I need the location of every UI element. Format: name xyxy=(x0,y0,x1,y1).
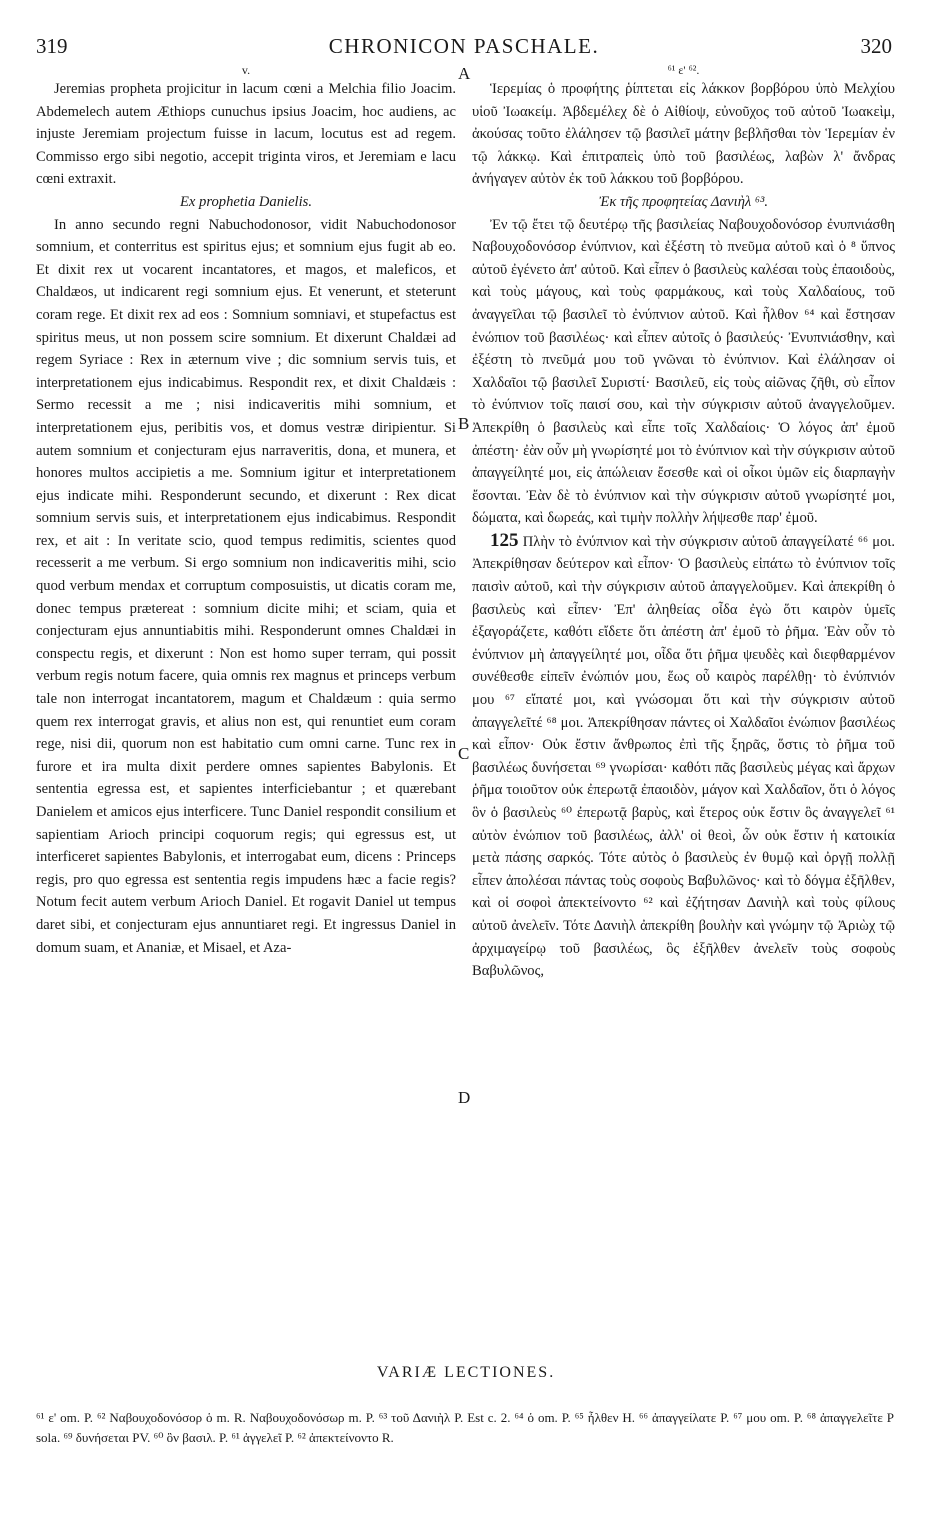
variae-lectiones-title: VARIÆ LECTIONES. xyxy=(376,1364,556,1381)
greek-intro-paragraph: Ἱερεμίας ὁ προφήτης ῥίπτεται εἰς λάκκον βορβόρου ὑπὸ Μελχίου υἱοῦ Ἰωακείμ. Ἀβδεμέλεχ δὲ ὁ Αἰθίοψ, εὐνοῦχος τοῦ αὐτοῦ Ἰωακεὶμ, ἀκούσας τοῦτο ἐλάλησεν τῷ βασιλεῖ μάτην βεβλῆσθαι τὸν Ἱερεμίαν ἐν τῷ λάκκῳ. Καὶ ἐπιτραπεὶς ὑπὸ τοῦ βασιλέως, λαβὼν λ' ἄνδρας ἀνήγαγεν αὐτὸν ἐκ τοῦ λάκκου τοῦ βορβόρου. xyxy=(472,81,895,188)
greek-heading: Ἐκ τῆς προφητείας Δανιὴλ ⁶³. xyxy=(598,193,768,210)
greek-column xyxy=(472,62,895,983)
section-number-greek: ⁶¹ ε' ⁶². xyxy=(667,63,700,77)
margin-marker-b: B xyxy=(458,414,470,433)
page-number-right: 320 xyxy=(860,34,892,58)
latin-intro-paragraph: Jeremias propheta projicitur in lacum cœni a Melchia filio Joacim. Abdemelech autem Æthiops cunuchus ipsius Joacim, hoc audiens, ac injuste Jeremiam projectum fuisse in lacum, locutus est ad regem. Commisso ergo sibi negotio, accepit triginta viros, et Jeremiam e lacu cœni extraxit. xyxy=(36,81,456,188)
latin-main-paragraph: In anno secundo regni Nabuchodonosor, vidit Nabuchodonosor somnium, et conterritus est spiritus ejus; et somnium ejus fugit ab eo. Et dixit rex ut vocarent incantatores, et magos, et maleficos, et Chaldæos, ut indicarent regi somnium ejus. Et venerunt, et steterunt coram rege. Et dixit rex ad eos : Somnium somniavi, et stupefactus est spiritus meus, ut non possem scire somnium. Et dixerunt Chaldæi ad regem Syriace : Rex in æternum vive ; dic somnium servis tuis, et interpretationem ejus indicabimus. Respondit rex, et dixit Chaldæis : Sermo recessit a me ; nisi indicaveritis mihi somnium, et interpretationem ejus, peribitis vos, et domus vestræ diripientur. Si autem somnium et conjecturam ejus narraveritis, dona, et munera, et honores multos accipietis a me. Somnium igitur et interpretationem ejus indicate mihi. Responderunt secundo, et dixerunt : Rex dicat somnium servis suis, et interpretationem ejus indicabimus. Respondit rex, et ait : In veritate scio, quod tempus redimitis, scientes quod recesserit a me verbum. Si ergo somnium non indicaveritis mihi, scio quod verbum mendax et corruptum composuistis, ut dicatis coram me, donec tempus prætereat : somnium dicite mihi; et sciam, quia et conjecturam ejus annuntiabitis mihi. Responderunt omnes Chaldæi in conspectu regis, et dixerunt : Non est homo super terram, qui possit verbum regis notum facere, quia omnis rex magnus et princeps verbum tale non interrogat incantatorem, magum et Chaldæum : quia sermo quem rex interrogat gravis, et alius non est, qui renuntiet eum coram rege, nisi dii, quorum non est habitatio cum omni carne. Tunc rex in furore et ira multa dixit perdere omnes sapientes Babylonis. Et sententia egressa est, et sapientes interficiebantur ; et quærebant Danielem et amicos ejus interficere. Tunc Daniel respondit consilium et sapientiam Arioch principi coquorum regis; qui egressus est, ut interficeret sapientes Babylonis, et interrogabat eum, dicens : Princeps regis, pro quo egressa est sententia regis impudens hæc a facie regis? Notum fecit autem verbum Arioch Daniel. Et rogavit Daniel ut tempus daret sibi, et conjecturam ejus annuntiaret regi. Et ingressus Daniel in domum suam, et Ananiæ, et Misael, et Aza- xyxy=(36,216,456,956)
greek-paragraph-2 xyxy=(472,530,895,983)
page-number-left: 319 xyxy=(36,34,68,58)
section-number-latin: v. xyxy=(241,63,251,77)
latin-column xyxy=(36,62,456,959)
margin-marker-a: A xyxy=(458,64,471,83)
margin-marker-c: C xyxy=(458,744,470,763)
variae-lectiones-notes: ⁶¹ ε' om. P. ⁶² Ναβουχοδονόσορ ὁ m. R. Ναβουχοδονόσωρ m. P. ⁶³ τοῦ Δανιὴλ P. Est c. 2. ⁶⁴ ὁ om. P. ⁶⁵ ἦλθεν H. ⁶⁶ ἀπαγγείλατε P. ⁶⁷ μου om. P. ⁶⁸ ἀπαγγελεῖτε P sola. ⁶⁹ δυνήσεται PV. ⁶⁰ ὃν βασιλ. P. ⁶¹ ἀγγελεῖ P. ⁶² ἀπεκτείνοντο R. xyxy=(36,1410,894,1445)
margin-marker-d: D xyxy=(458,1088,471,1107)
latin-heading: Ex prophetia Danielis. xyxy=(180,193,312,210)
greek-paragraph-2-text: Πλὴν τὸ ἐνύπνιον καὶ τὴν σύγκρισιν αὐτοῦ ἀπαγγείλατέ ⁶⁶ μοι. Ἀπεκρίθησαν δεύτερον καὶ εἶπον· Ὁ βασιλεὺς εἰπάτω τὸ ἐνύπνιον τοῖς παισὶν αὐτοῦ, καὶ τὴν σύγκρισιν αὐτοῦ ἀπαγγελοῦμεν. Καὶ ἀπεκρίθη ὁ βασιλεὺς καὶ εἶπεν· Ἐπ' ἀληθείας οἶδα ἐγὼ ὅτι καιρὸν ὑμεῖς ἐξαγοράζετε, καθότι εἴδετε ὅτι ἀπέστη ἀπ' ἐμοῦ τὸ ῥῆμα. Ἐὰν οὖν τὸ ἐνύπνιον μὴ ἀπαγγείλητέ μοι, οἶδα ὅτι ῥῆμα ψευδὲς καὶ διεφθαρμένον συνέθεσθε εἰπεῖν ἐνώπιόν μου, ἕως οὗ καιρὸς παρέλθῃ· τὸ ἐνύπνιόν μου ⁶⁷ εἴπατέ μοι, καὶ γνώσομαι ὅτι καὶ τὴν σύγκρισιν αὐτοῦ ἀπαγγελεῖτέ ⁶⁸ μοι. Ἀπεκρίθησαν πάντες οἱ Χαλδαῖοι ἐνώπιον βασιλέως καὶ εἶπον· Οὐκ ἔστιν ἄνθρωπος ἐπὶ τῆς ξηρᾶς, ὅστις τὸ ῥῆμα τοῦ βασιλέως δυνήσεται ⁶⁹ γνωρίσαι· καθότι πᾶς βασιλεὺς μέγας καὶ ἄρχων ῥῆμα τοιοῦτον οὐκ ἐπερωτᾷ ἐπαοιδὸν, μάγον καὶ Χαλδαῖον, ὅτι ὁ λόγος ὃν ὁ βασιλεὺς ⁶⁰ ἐπερωτᾷ βαρὺς, καὶ ἕτερος οὐκ ἔστιν ὃς ἀναγγελεῖ ⁶¹ αὐτὸν ἐνώπιον τοῦ βασιλέως, ἀλλ' οἱ θεοὶ, ὧν οὐκ ἔστιν ἡ κατοικία μετὰ πάσης σαρκός. Τότε αὐτὸς ὁ βασιλεὺς ἐν θυμῷ καὶ ὀργῇ πολλῇ εἶπεν ἀπολέσαι πάντας τοὺς σοφοὺς Βαβυλῶνος· καὶ τὸ δόγμα ἐξῆλθεν, καὶ οἱ σοφοὶ ἀπεκτείνοντο ⁶² καὶ ἐζήτησαν Δανιὴλ καὶ τοὺς φίλους αὐτοῦ ἀνελεῖν. Τότε Δανιὴλ ἀπεκρίθη βουλὴν καὶ γνώμην τῷ Ἀριὼχ τῷ ἀρχιμαγείρῳ τοῦ βασιλέως, ὃς ἐξῆλθεν ἀνελεῖν τοὺς σοφοὺς Βαβυλῶνος, xyxy=(472,533,895,980)
column-number-125: 125 xyxy=(490,529,519,551)
page-header xyxy=(36,34,892,58)
running-title: CHRONICON PASCHALE. xyxy=(328,34,600,58)
greek-paragraph-1: Ἐν τῷ ἔτει τῷ δευτέρῳ τῆς βασιλείας Ναβουχοδονόσορ ἐνυπνιάσθη Ναβουχοδονόσορ ἐνύπνιον, καὶ ἐξέστη τὸ πνεῦμα αὐτοῦ καὶ ὁ ⁸ ὕπνος αὐτοῦ ἐγένετο ἀπ' αὐτοῦ. Καὶ εἶπεν ὁ βασιλεὺς καλέσαι τοὺς ἐπαοιδοὺς, καὶ τοὺς μάγους, καὶ τοὺς φαρμάκους, καὶ τοὺς Χαλδαίους, τοῦ ἀναγγεῖλαι τῷ βασιλεῖ τὸ ἐνύπνιον αὐτοῦ. Καὶ ἦλθον ⁶⁴ καὶ ἔστησαν ἐνώπιον τοῦ βασιλέως· καὶ εἶπεν αὐτοῖς ὁ βασιλεύς· Ἐνυπνιάσθην, καὶ ἐξέστη τὸ πνεῦμά μου τοῦ γνῶναι τὸ ἐνύπνιον. Καὶ ἐλάλησαν οἱ Χαλδαῖοι τῷ βασιλεῖ Συριστί· Βασιλεῦ, εἰς τοὺς αἰῶνας ζῆθι, σὺ εἶπον τὸ ἐνύπνιον τοῖς παισί σου, καὶ τὴν σύγκρισιν αὐτοῦ ἀναγγελοῦμεν. Ἀπεκρίθη ὁ βασιλεὺς καὶ εἶπε τοῖς Χαλδαίοις· Ὁ λόγος ἀπ' ἐμοῦ ἀπέστη· ἐὰν οὖν μὴ γνωρίσητέ μοι τὸ ἐνύπνιον καὶ τὴν σύγκρισιν αὐτοῦ ἀπαγγείλητέ μοι, εἰς ἀπώλειαν ἔσεσθε καὶ οἱ οἶκοι ὑμῶν εἰς διαρπαγὴν ἔσονται. Ἐὰν δὲ τὸ ἐνύπνιον καὶ τὴν σύγκρισιν αὐτοῦ γνωρίσητέ μοι, δώματα, καὶ δωρεάς, καὶ τιμὴν πολλὴν λήψεσθε παρ' ἐμοῦ. xyxy=(472,216,895,527)
